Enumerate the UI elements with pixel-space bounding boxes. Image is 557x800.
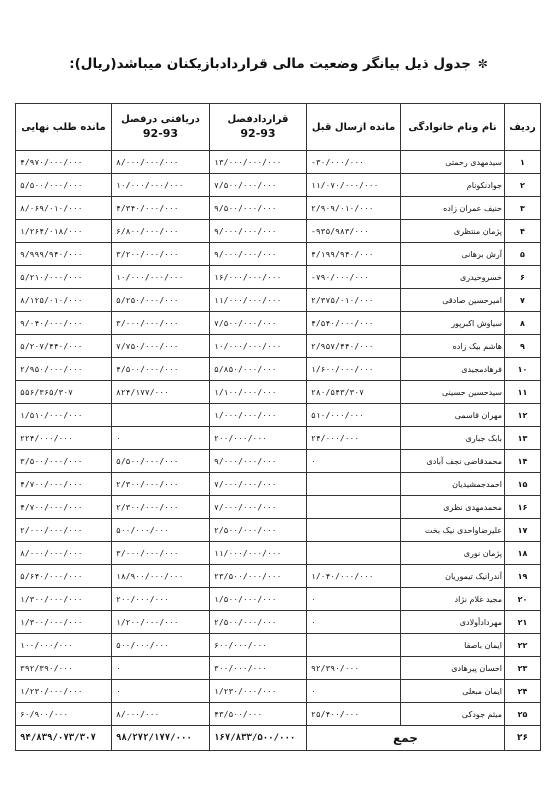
- cell-season-contract: ۴۳/۵۰۰/۰۰۰: [210, 703, 307, 726]
- cell-player-name: هاشم بیک زاده: [401, 335, 505, 358]
- cell-final-remaining: ۱/۲۶۴/۰۱۸/۰۰۰: [16, 220, 112, 243]
- cell-final-remaining: ۸/۰۶۹/۰۱۰/۰۰۰: [16, 197, 112, 220]
- cell-previous-balance: ۰: [307, 611, 401, 634]
- cell-final-remaining: ۵/۲۱۰/۰۰۰/۰۰۰: [16, 266, 112, 289]
- cell-final-remaining: ۸/۱۲۵/۰۱۰/۰۰۰: [16, 289, 112, 312]
- cell-season-contract: ۲۰۰/۰۰۰/۰۰۰: [210, 427, 307, 450]
- cell-row-number: ۳: [505, 197, 541, 220]
- cell-final-remaining: ۵/۵۰۰/۰۰۰/۰۰۰: [16, 174, 112, 197]
- cell-season-received: ۱۰/۰۰۰/۰۰۰/۰۰۰: [112, 266, 210, 289]
- cell-season-received: ۵۰۰/۰۰۰/۰۰۰: [112, 634, 210, 657]
- cell-row-number: ۲۵: [505, 703, 541, 726]
- cell-season-received: ۷/۷۵۰/۰۰۰/۰۰۰: [112, 335, 210, 358]
- cell-previous-balance: ۲۵/۴۰۰/۰۰۰: [307, 703, 401, 726]
- cell-season-received: ۸۲۴/۱۷۷/۰۰۰: [112, 381, 210, 404]
- table-row: [16, 611, 541, 634]
- cell-season-received: ۱/۲۰۰/۰۰۰/۰۰۰: [112, 611, 210, 634]
- cell-player-name: پژمان منتظری: [401, 220, 505, 243]
- total-contract: ۱۶۷/۸۳۳/۵۰۰/۰۰۰: [210, 726, 307, 751]
- header-contract-season: 92-93: [240, 127, 276, 140]
- cell-season-contract: ۱۰/۰۰۰/۰۰۰/۰۰۰: [210, 335, 307, 358]
- cell-final-remaining: ۱/۲۳۰/۰۰۰/۰۰۰: [16, 680, 112, 703]
- table-row: [16, 427, 541, 450]
- table-row: [16, 289, 541, 312]
- cell-row-number: ۵: [505, 243, 541, 266]
- cell-row-number: ۱۶: [505, 496, 541, 519]
- cell-player-name: ایمان باصفا: [401, 634, 505, 657]
- cell-final-remaining: ۱۰۰/۰۰۰/۰۰۰: [16, 634, 112, 657]
- cell-season-received: ۲/۳۰۰/۰۰۰/۰۰۰: [112, 496, 210, 519]
- cell-player-name: احسان پیرهادی: [401, 657, 505, 680]
- table-row: [16, 174, 541, 197]
- cell-season-contract: ۱۱/۰۰۰/۰۰۰/۰۰۰: [210, 542, 307, 565]
- table-row: [16, 312, 541, 335]
- cell-final-remaining: ۵/۶۴۰/۰۰۰/۰۰۰: [16, 565, 112, 588]
- cell-season-received: ۵/۲۵۰/۰۰۰/۰۰۰: [112, 289, 210, 312]
- cell-previous-balance: ۲۸۰/۵۴۳/۳۰۷: [307, 381, 401, 404]
- table-row: [16, 542, 541, 565]
- cell-season-received: ۸/۰۰۰/۰۰۰: [112, 703, 210, 726]
- table-row: [16, 473, 541, 496]
- cell-final-remaining: ۱/۳۰۰/۰۰۰/۰۰۰: [16, 588, 112, 611]
- cell-season-contract: ۱۶/۰۰۰/۰۰۰/۰۰۰: [210, 266, 307, 289]
- cell-final-remaining: ۲/۹۵۰/۰۰۰/۰۰۰: [16, 358, 112, 381]
- cell-final-remaining: ۲/۰۰۰/۰۰۰/۰۰۰: [16, 519, 112, 542]
- cell-season-received: ۲۰۰/۰۰۰/۰۰۰: [112, 588, 210, 611]
- cell-previous-balance: -۳۰/۰۰۰/۰۰۰: [307, 151, 401, 174]
- cell-previous-balance: -۷۹۰/۰۰۰/۰۰۰: [307, 266, 401, 289]
- cell-season-contract: ۹/۰۰۰/۰۰۰/۰۰۰: [210, 450, 307, 473]
- cell-season-received: ۲/۳۰۰/۰۰۰/۰۰۰: [112, 473, 210, 496]
- cell-previous-balance: ۹۲/۳۹۰/۰۰۰: [307, 657, 401, 680]
- cell-season-received: ۴/۵۰۰/۰۰۰/۰۰۰: [112, 358, 210, 381]
- cell-player-name: علیرضاواحدی نیک بخت: [401, 519, 505, 542]
- cell-final-remaining: ۲۲۴/۰۰۰/۰۰۰: [16, 427, 112, 450]
- cell-player-name: میثم جودکی: [401, 703, 505, 726]
- cell-season-received: ۳/۰۰۰/۰۰۰/۰۰۰: [112, 312, 210, 335]
- cell-season-contract: ۷/۰۰۰/۰۰۰/۰۰۰: [210, 473, 307, 496]
- cell-season-contract: ۱/۰۰۰/۰۰۰/۰۰۰: [210, 404, 307, 427]
- cell-previous-balance: ۰: [307, 680, 401, 703]
- cell-season-contract: ۱/۲۳۰/۰۰۰/۰۰۰: [210, 680, 307, 703]
- cell-season-contract: ۶۰۰/۰۰۰/۰۰۰: [210, 634, 307, 657]
- cell-season-contract: ۱/۵۰۰/۰۰۰/۰۰۰: [210, 588, 307, 611]
- cell-row-number: ۱۸: [505, 542, 541, 565]
- cell-player-name: مجید غلام نژاد: [401, 588, 505, 611]
- total-remaining: ۹۴/۸۳۹/۰۷۳/۳۰۷: [16, 726, 112, 751]
- cell-previous-balance: [307, 542, 401, 565]
- cell-previous-balance: ۰: [307, 588, 401, 611]
- cell-player-name: خسروحیدری: [401, 266, 505, 289]
- cell-player-name: امیرحسین صادقی: [401, 289, 505, 312]
- cell-player-name: مهردادأولادی: [401, 611, 505, 634]
- cell-season-received: ۰: [112, 680, 210, 703]
- header-season-contract: [210, 104, 307, 151]
- cell-season-received: ۸/۰۰۰/۰۰۰/۰۰۰: [112, 151, 210, 174]
- table-row: [16, 197, 541, 220]
- table-row: [16, 266, 541, 289]
- table-row: [16, 450, 541, 473]
- cell-final-remaining: ۵۵۶/۳۶۵/۳۰۷: [16, 381, 112, 404]
- total-label: جمع: [307, 726, 505, 751]
- cell-season-contract: ۹/۰۰۰/۰۰۰/۰۰۰: [210, 220, 307, 243]
- cell-player-name: سیدمهدی رحمتی: [401, 151, 505, 174]
- cell-previous-balance: ۴/۱۹۹/۹۴۰/۰۰۰: [307, 243, 401, 266]
- cell-row-number: ۱۴: [505, 450, 541, 473]
- cell-previous-balance: [307, 634, 401, 657]
- cell-season-received: ۱۰/۰۰۰/۰۰۰/۰۰۰: [112, 174, 210, 197]
- cell-season-contract: ۹/۰۰۰/۰۰۰/۰۰۰: [210, 243, 307, 266]
- cell-previous-balance: ۵۱۰/۰۰۰/۰۰۰: [307, 404, 401, 427]
- table-row: [16, 588, 541, 611]
- cell-season-received: ۶/۸۰۰/۰۰۰/۰۰۰: [112, 220, 210, 243]
- header-received-season: 92-93: [142, 127, 179, 140]
- cell-final-remaining: ۱/۵۱۰/۰۰۰/۰۰۰: [16, 404, 112, 427]
- cell-row-number: ۱۱: [505, 381, 541, 404]
- table-row: [16, 220, 541, 243]
- table-row: [16, 519, 541, 542]
- cell-row-number: ۱۳: [505, 427, 541, 450]
- cell-row-number: ۱۰: [505, 358, 541, 381]
- cell-season-received: ۴/۳۴۰/۰۰۰/۰۰۰: [112, 197, 210, 220]
- cell-season-received: ۵۰۰/۰۰۰/۰۰۰: [112, 519, 210, 542]
- table-row: [16, 151, 541, 174]
- cell-player-name: مهران قاسمی: [401, 404, 505, 427]
- cell-row-number: ۱۲: [505, 404, 541, 427]
- cell-final-remaining: ۴/۷۰۰/۰۰۰/۰۰۰: [16, 473, 112, 496]
- table-row: [16, 381, 541, 404]
- table-row: [16, 404, 541, 427]
- cell-previous-balance: [307, 496, 401, 519]
- cell-row-number: ۷: [505, 289, 541, 312]
- cell-final-remaining: ۸/۰۰۰/۰۰۰/۰۰۰: [16, 542, 112, 565]
- cell-final-remaining: ۴/۹۷۰/۰۰۰/۰۰۰: [16, 151, 112, 174]
- cell-player-name: سیاوش اکبرپور: [401, 312, 505, 335]
- cell-season-contract: ۵/۸۵۰/۰۰۰/۰۰۰: [210, 358, 307, 381]
- cell-row-number: ۲: [505, 174, 541, 197]
- cell-final-remaining: ۶۰/۹۰۰/۰۰۰: [16, 703, 112, 726]
- table-row: [16, 243, 541, 266]
- cell-row-number: ۱: [505, 151, 541, 174]
- cell-previous-balance: ۱۱/۰۷۰/۰۰۰/۰۰۰: [307, 174, 401, 197]
- cell-season-received: ۵/۵۰۰/۰۰۰/۰۰۰: [112, 450, 210, 473]
- cell-previous-balance: ۲/۹۰۹/۰۱۰/۰۰۰: [307, 197, 401, 220]
- cell-season-contract: ۹/۵۰۰/۰۰۰/۰۰۰: [210, 197, 307, 220]
- cell-player-name: سیدحسین حسینی: [401, 381, 505, 404]
- header-contract-label: قراردادفصل: [227, 114, 289, 125]
- cell-player-name: آندرانیک تیموریان: [401, 565, 505, 588]
- cell-previous-balance: [307, 473, 401, 496]
- cell-player-name: فرهادمجیدی: [401, 358, 505, 381]
- cell-player-name: ایمان مبعلی: [401, 680, 505, 703]
- cell-previous-balance: [307, 519, 401, 542]
- cell-season-contract: ۷/۰۰۰/۰۰۰/۰۰۰: [210, 496, 307, 519]
- cell-player-name: آرش برهانی: [401, 243, 505, 266]
- cell-season-received: [112, 404, 210, 427]
- cell-player-name: محمدمهدی نظری: [401, 496, 505, 519]
- table-row: [16, 565, 541, 588]
- title-text: جدول ذیل بیانگر وضعیت مالی قراردادبازیکنان میباشد(ریال):: [69, 56, 472, 72]
- cell-player-name: بابک جباری: [401, 427, 505, 450]
- cell-previous-balance: ۱/۶۰۰/۰۰۰/۰۰۰: [307, 358, 401, 381]
- cell-season-received: ۰: [112, 427, 210, 450]
- cell-row-number: ۶: [505, 266, 541, 289]
- cell-player-name: پژمان نوری: [401, 542, 505, 565]
- table-row: [16, 358, 541, 381]
- cell-row-number: ۲۰: [505, 588, 541, 611]
- cell-player-name: جوادنکونام: [401, 174, 505, 197]
- cell-row-number: ۲۱: [505, 611, 541, 634]
- cell-season-received: ۱۸/۹۰۰/۰۰۰/۰۰۰: [112, 565, 210, 588]
- cell-previous-balance: ۲/۳۷۵/۰۱۰/۰۰۰: [307, 289, 401, 312]
- table-row: [16, 657, 541, 680]
- cell-previous-balance: ۲/۹۵۷/۴۴۰/۰۰۰: [307, 335, 401, 358]
- document-title: [0, 56, 557, 72]
- cell-season-contract: ۱۱/۰۰۰/۰۰۰/۰۰۰: [210, 289, 307, 312]
- cell-previous-balance: ۱/۰۴۰/۰۰۰/۰۰۰: [307, 565, 401, 588]
- cell-season-received: ۳/۲۰۰/۰۰۰/۰۰۰: [112, 243, 210, 266]
- total-row-number: ۲۶: [505, 726, 541, 751]
- table-row: [16, 335, 541, 358]
- cell-season-received: ۰: [112, 657, 210, 680]
- cell-player-name: احمدجمشیدیان: [401, 473, 505, 496]
- table-row: [16, 680, 541, 703]
- cell-season-contract: ۲۳/۵۰۰/۰۰۰/۰۰۰: [210, 565, 307, 588]
- asterisk-icon: ✼: [477, 57, 488, 71]
- table-total-row: [16, 726, 541, 751]
- cell-row-number: ۱۷: [505, 519, 541, 542]
- header-received-label: دریافتی درفصل: [121, 114, 200, 125]
- cell-season-contract: ۷/۵۰۰/۰۰۰/۰۰۰: [210, 174, 307, 197]
- cell-season-received: ۳/۰۰۰/۰۰۰/۰۰۰: [112, 542, 210, 565]
- cell-final-remaining: ۹/۰۴۰/۰۰۰/۰۰۰: [16, 312, 112, 335]
- cell-row-number: ۹: [505, 335, 541, 358]
- table-row: [16, 703, 541, 726]
- cell-season-contract: ۱۳/۰۰۰/۰۰۰/۰۰۰: [210, 151, 307, 174]
- cell-final-remaining: ۵/۲۰۷/۴۴۰/۰۰۰: [16, 335, 112, 358]
- header-row-number: ردیف: [505, 104, 541, 151]
- table-row: [16, 496, 541, 519]
- cell-season-contract: ۷/۵۰۰/۰۰۰/۰۰۰: [210, 312, 307, 335]
- cell-season-contract: ۱/۱۰۰/۰۰۰/۰۰۰: [210, 381, 307, 404]
- cell-row-number: ۲۳: [505, 657, 541, 680]
- cell-row-number: ۲۲: [505, 634, 541, 657]
- cell-final-remaining: ۴/۷۰۰/۰۰۰/۰۰۰: [16, 496, 112, 519]
- cell-season-contract: ۲/۵۰۰/۰۰۰/۰۰۰: [210, 611, 307, 634]
- cell-row-number: ۱۵: [505, 473, 541, 496]
- table-row: [16, 634, 541, 657]
- cell-previous-balance: -۹۳۵/۹۸۳/۰۰۰: [307, 220, 401, 243]
- cell-player-name: حنیف عمران زاده: [401, 197, 505, 220]
- header-final-remaining: مانده طلب نهایی: [16, 104, 112, 151]
- cell-previous-balance: ۴/۵۴۰/۰۰۰/۰۰۰: [307, 312, 401, 335]
- cell-final-remaining: ۱/۳۰۰/۰۰۰/۰۰۰: [16, 611, 112, 634]
- cell-previous-balance: ۰: [307, 450, 401, 473]
- cell-player-name: محمدقاضی نجف آبادی: [401, 450, 505, 473]
- header-previous-balance: مانده ازسال قبل: [307, 104, 401, 151]
- cell-final-remaining: ۳/۵۰۰/۰۰۰/۰۰۰: [16, 450, 112, 473]
- cell-season-contract: ۳۰۰/۰۰۰/۰۰۰: [210, 657, 307, 680]
- total-received: ۹۸/۲۷۲/۱۷۷/۰۰۰: [112, 726, 210, 751]
- cell-final-remaining: ۳۹۲/۳۹۰/۰۰۰: [16, 657, 112, 680]
- cell-row-number: ۴: [505, 220, 541, 243]
- cell-row-number: ۱۹: [505, 565, 541, 588]
- table-header-row: [16, 104, 541, 151]
- header-season-received: [112, 104, 210, 151]
- header-player-name: نام ونام خانوادگی: [401, 104, 505, 151]
- players-financial-table: [15, 103, 541, 751]
- cell-final-remaining: ۹/۹۹۹/۹۴۰/۰۰۰: [16, 243, 112, 266]
- cell-row-number: ۸: [505, 312, 541, 335]
- cell-season-contract: ۲/۵۰۰/۰۰۰/۰۰۰: [210, 519, 307, 542]
- cell-row-number: ۲۴: [505, 680, 541, 703]
- cell-previous-balance: ۲۴/۰۰۰/۰۰۰: [307, 427, 401, 450]
